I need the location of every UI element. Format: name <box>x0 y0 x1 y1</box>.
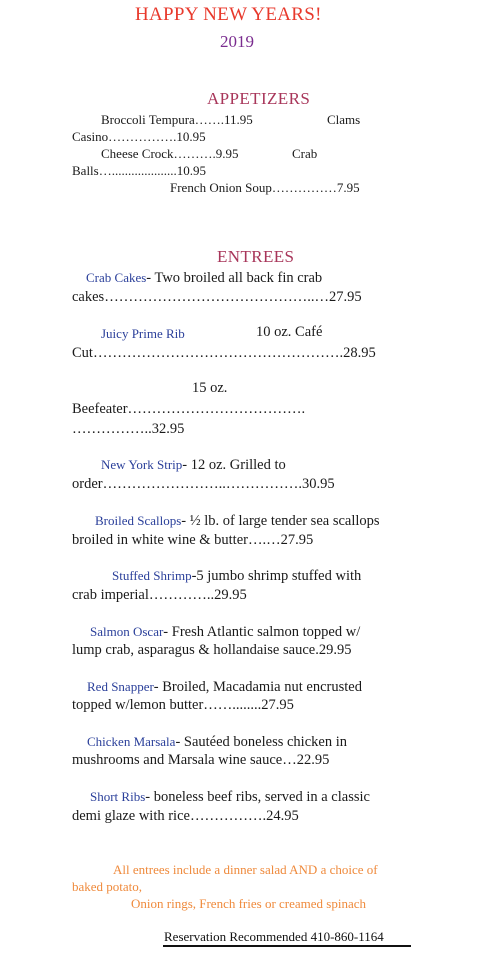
entree-item <box>95 512 380 530</box>
entree-description: - Fresh Atlantic salmon topped w/ <box>163 624 361 640</box>
entree-note-line-3: Onion rings, French fries or creamed spinach <box>131 896 367 911</box>
entree-note-line-2: baked potato, <box>72 879 143 894</box>
appetizer-line-1b: Clams <box>327 112 361 127</box>
entree-name: Stuffed Shrimp <box>112 568 192 583</box>
entree-note-line-1: All entrees include a dinner salad AND a choice of <box>113 862 378 877</box>
entree-item <box>87 733 347 751</box>
entree-name: New York Strip <box>101 457 183 472</box>
entree-item <box>101 456 286 474</box>
appetizer-line-5: French Onion Soup……………7.95 <box>170 180 360 195</box>
entree-item <box>112 567 361 585</box>
entree-description-line: Cut…………………………………………….28.95 <box>72 345 376 361</box>
entree-description-line: cakes……………………………………..…27.95 <box>72 289 362 305</box>
entree-name: Crab Cakes <box>86 270 147 285</box>
entree-item <box>86 269 322 287</box>
entree-name: Juicy Prime Rib <box>101 326 185 341</box>
appetizers-heading: APPETIZERS <box>207 89 311 108</box>
entree-description: - Two broiled all back fin crab <box>146 270 323 286</box>
entree-description: - 12 oz. Grilled to <box>182 457 286 473</box>
entree-item <box>87 678 362 696</box>
entree-name: Salmon Oscar <box>90 624 164 639</box>
entree-description-line: crab imperial…………..29.95 <box>72 587 247 603</box>
entree-description: 10 oz. Café <box>256 324 323 340</box>
entree-description-line: mushrooms and Marsala wine sauce…22.95 <box>72 752 330 768</box>
entree-description-line: broiled in white wine & butter….…27.95 <box>72 532 314 548</box>
entrees-heading: ENTREES <box>217 247 295 266</box>
menu-year: 2019 <box>220 32 254 51</box>
entree-item <box>90 623 360 641</box>
entree-description-line: lump crab, asparagus & hollandaise sauce.29.95 <box>72 642 352 658</box>
appetizer-line-1a: Broccoli Tempura…….11.95 <box>101 112 253 127</box>
entree-description: 15 oz. <box>192 380 228 396</box>
menu-title: HAPPY NEW YEARS! <box>135 4 322 25</box>
entree-name: Broiled Scallops <box>95 513 182 528</box>
entree-name: Red Snapper <box>87 679 154 694</box>
appetizer-line-4: Balls…....................10.95 <box>72 163 206 178</box>
entree-item <box>90 788 370 806</box>
entree-description-line: ……………..32.95 <box>72 421 185 437</box>
appetizer-line-3b: Crab <box>292 146 318 161</box>
entree-description: -5 jumbo shrimp stuffed with <box>191 568 362 584</box>
appetizer-line-3a: Cheese Crock……….9.95 <box>101 146 239 161</box>
entree-name: Chicken Marsala <box>87 734 176 749</box>
appetizer-line-2: Casino…………….10.95 <box>72 129 206 144</box>
entree-name: Short Ribs <box>90 789 146 804</box>
entree-description-line: topped w/lemon butter……........27.95 <box>72 697 294 713</box>
entree-description: - ½ lb. of large tender sea scallops <box>181 513 380 529</box>
entree-description: - Sautéed boneless chicken in <box>175 734 347 750</box>
reservation-note: Reservation Recommended 410-860-1164 <box>164 929 384 944</box>
entree-description-line: order……………………..…………….30.95 <box>72 476 335 492</box>
entree-description-line: Beefeater………………………………. <box>72 401 306 417</box>
reservation-underline <box>163 945 411 947</box>
entree-description-line: demi glaze with rice…………….24.95 <box>72 808 299 824</box>
entree-description: - boneless beef ribs, served in a classic <box>145 789 370 805</box>
entree-description: - Broiled, Macadamia nut encrusted <box>153 679 362 695</box>
